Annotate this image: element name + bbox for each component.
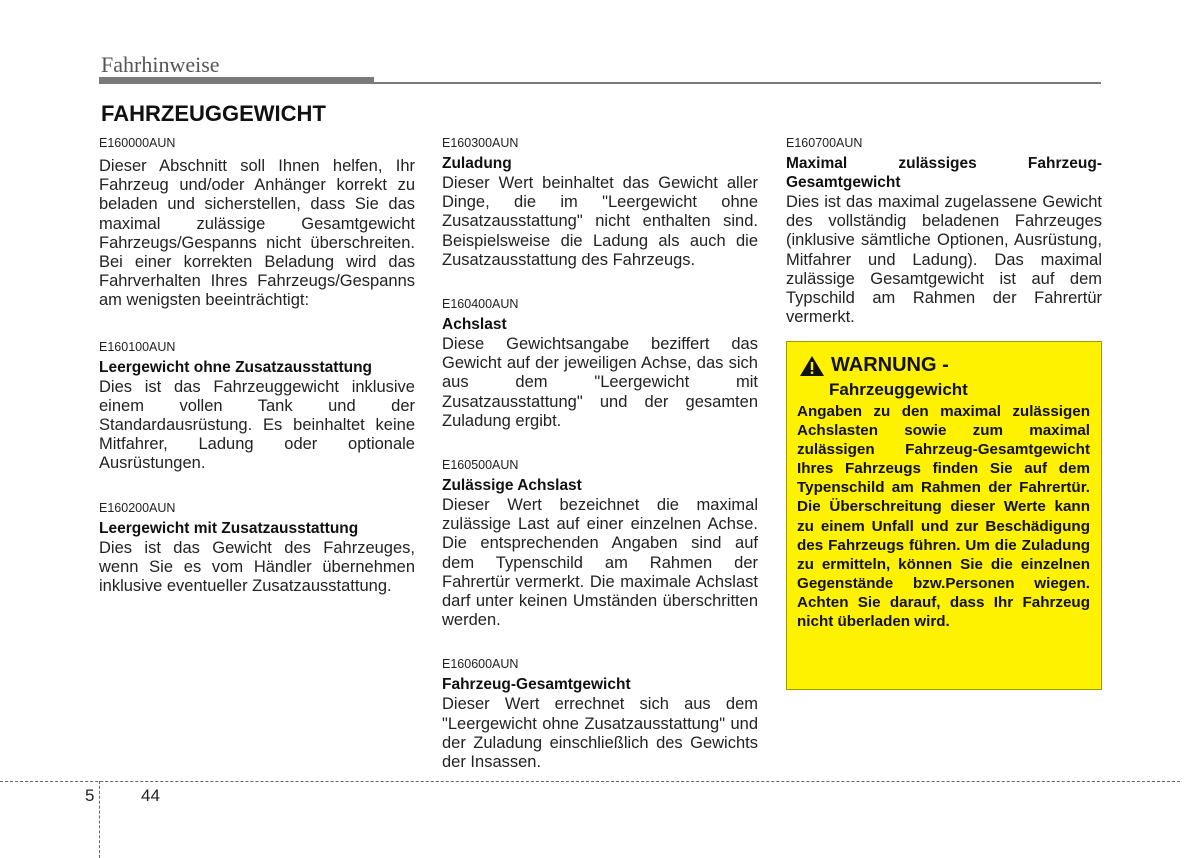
section-code: E160000AUN (99, 136, 176, 150)
paragraph: Diese Gewichtsangabe beziffert das Gewicht auf der jeweiligen Achse, das sich aus dem "Leergewicht mit Zusatzausstattung" und der gesamten Zuladung ergibt. (442, 335, 758, 430)
paragraph: Dies ist das maximal zugelassene Gewicht des vollständig beladenen Fahrzeuges (inklusive sämtliche Optionen, Ausrüstung, Mitfahrer und Ladung). Das maximal zulässige Gesamtgewicht ist auf dem Typschild am Rahmen der Fahrertür vermerkt. (786, 193, 1102, 327)
page-number: 44 (141, 786, 160, 805)
block-fahrzeug-gesamtgewicht (442, 656, 758, 772)
section-code: E160400AUN (442, 297, 519, 312)
paragraph: Dies ist das Gewicht des Fahrzeuges, wenn Sie es vom Händler übernehmen inklusive eventueller Zusatzausstattung. (99, 538, 415, 596)
warning-triangle-icon (799, 355, 825, 377)
footer-vertical-divider (99, 781, 100, 858)
column-2 (442, 135, 758, 792)
paragraph: Dies ist das Fahrzeuggewicht inklusive einem vollen Tank und der Standardausrüstung. Es beinhaltet keine Mitfahrer, Ladung oder optionale Ausrüstungen. (99, 377, 415, 473)
subheading: Achslast (442, 316, 507, 334)
footer-divider (0, 781, 1180, 782)
paragraph: Dieser Wert bezeichnet die maximal zulässige Last auf einer einzelnen Achse. Die entsprechenden Angaben sind auf dem Typenschild am Rahmen der Fahrertür vermerkt. Die maximale Achslast darf unter keinen Umständen überschritten werden. (442, 496, 758, 630)
column-1 (99, 135, 415, 616)
section-code: E160300AUN (442, 136, 519, 150)
intro-block (99, 135, 415, 311)
running-header: Fahrhinweise (101, 52, 220, 77)
section-title: FAHRZEUGGEWICHT (101, 101, 326, 126)
paragraph: Dieser Wert errechnet sich aus dem "Leergewicht ohne Zusatzausstattung" und der Zuladung einschließlich des Gewichts der Insassen. (442, 695, 758, 772)
header-rule-thick (99, 77, 374, 84)
intro-text: Dieser Abschnitt soll Ihnen helfen, Ihr Fahrzeug und/oder Anhänger korrekt zu beladen und sicherstellen, dass Sie das maximal zulässige Gesamtgewicht Fahrzeugs/Gespanns nicht überschreiten. Bei einer korrekten Beladung wird das Fahrverhalten Ihres Fahrzeugs/Gespanns am wenigsten beeinträchtigt: (99, 157, 415, 310)
warning-title: WARNUNG - (831, 354, 949, 376)
section-code: E160100AUN (99, 339, 176, 354)
subheading: Fahrzeug-Gesamtgewicht (442, 676, 631, 694)
section-code: E160200AUN (99, 500, 176, 515)
subheading: Leergewicht ohne Zusatzausstattung (99, 358, 373, 376)
warning-header (799, 354, 1090, 377)
section-code: E160600AUN (442, 657, 519, 672)
subheading: Zuladung (442, 155, 512, 172)
block-maximal-zulaessig (786, 135, 1102, 327)
paragraph: Dieser Wert beinhaltet das Gewicht aller Dinge, die im "Leergewicht ohne Zusatzausstattung" nicht enthalten sind. Beispielsweise die Ladung als auch die Zusatzausstattung des Fahrzeugs. (442, 174, 758, 269)
header-rule-thin (374, 82, 1101, 84)
warning-text: Angaben zu den maximal zulässigen Achslasten sowie zum maximal zulässigen Fahrzeug-Gesamtgewicht Ihres Fahrzeugs finden Sie auf dem Typenschild am Rahmen der Fahrertür. Die Überschreitung dieser Werte kann zu einem Unfall und zur Beschädigung des Fahrzeugs führen. Um die Zuladung zu ermitteln, können Sie die einzelnen Gegenstände bzw.Personen wiegen. Achten Sie darauf, dass Ihr Fahrzeug nicht überladen wird. (797, 403, 1090, 631)
warning-box (786, 341, 1102, 690)
subheading: Leergewicht mit Zusatzausstattung (99, 519, 359, 537)
section-code: E160500AUN (442, 458, 519, 473)
block-leergewicht-ohne (99, 339, 415, 474)
chapter-number: 5 (85, 786, 95, 805)
block-zuladung (442, 135, 758, 270)
block-achslast (442, 296, 758, 431)
warning-subtitle: Fahrzeuggewicht (829, 380, 968, 399)
block-zulaessige-achslast (442, 457, 758, 630)
block-leergewicht-mit (99, 500, 415, 597)
column-3 (786, 135, 1102, 347)
subheading: Maximal zulässiges Fahrzeug-Gesamtgewicht (786, 155, 1102, 191)
subheading: Zulässige Achslast (442, 477, 582, 495)
section-code: E160700AUN (786, 136, 863, 150)
